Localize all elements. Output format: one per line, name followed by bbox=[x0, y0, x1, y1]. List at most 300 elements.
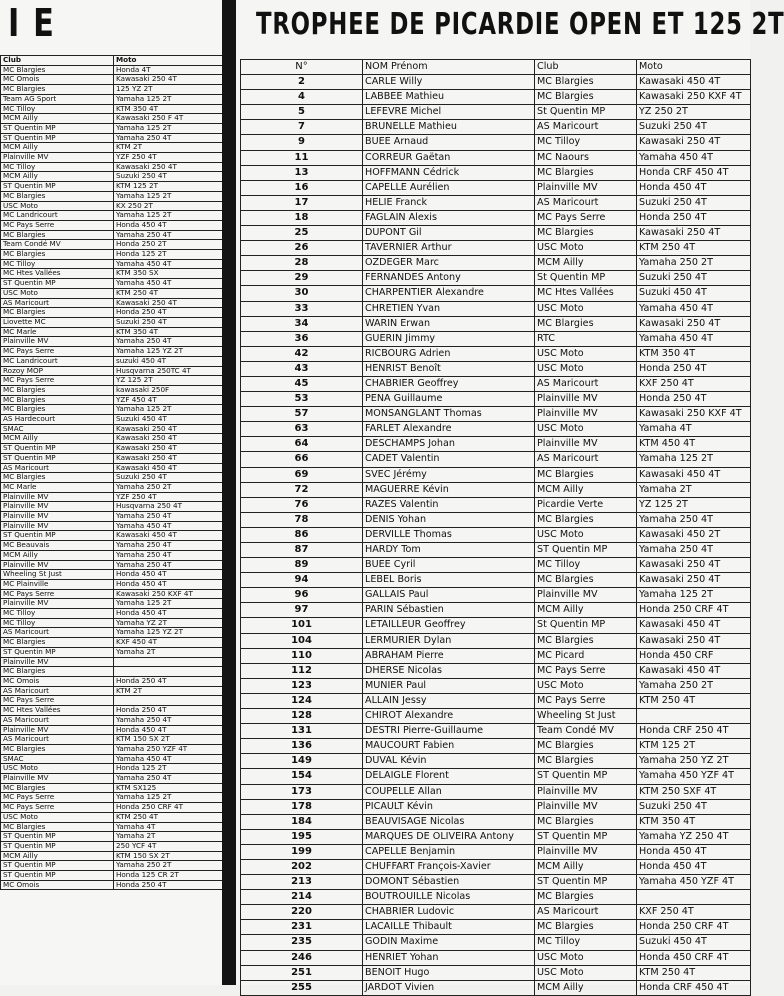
table-row bbox=[241, 663, 751, 678]
left-cell-club: MC Tilloy bbox=[1, 104, 114, 114]
cell-moto bbox=[637, 890, 751, 905]
cell-moto: Kawasaki 250 4T bbox=[637, 558, 751, 573]
cell-name: MAGUERRE Kévin bbox=[363, 482, 535, 497]
table-row bbox=[241, 150, 751, 165]
cell-name: DUPONT Gil bbox=[363, 226, 535, 241]
left-cell-club: MCM Ailly bbox=[1, 851, 114, 861]
left-cell-moto: Husqvarna 250TC 4T bbox=[114, 366, 223, 376]
left-cell-moto: Yamaha 125 YZ 2T bbox=[114, 628, 223, 638]
header-club: Club bbox=[535, 60, 637, 75]
cell-moto: Yamaha 250 YZ 2T bbox=[637, 754, 751, 769]
cell-club: MC Blargies bbox=[535, 226, 637, 241]
cell-club: MC Blargies bbox=[535, 316, 637, 331]
cell-number: 94 bbox=[241, 573, 363, 588]
cell-club: MC Blargies bbox=[535, 920, 637, 935]
table-row bbox=[241, 392, 751, 407]
left-cell-club: MC Blargies bbox=[1, 308, 114, 318]
cell-number: 17 bbox=[241, 195, 363, 210]
cell-number: 26 bbox=[241, 241, 363, 256]
cell-name: FAGLAIN Alexis bbox=[363, 210, 535, 225]
table-row bbox=[241, 256, 751, 271]
left-cell-moto: KTM 2T bbox=[114, 143, 223, 153]
table-row bbox=[241, 271, 751, 286]
table-row bbox=[241, 588, 751, 603]
left-table-row bbox=[1, 832, 223, 842]
cell-club: MC Pays Serre bbox=[535, 210, 637, 225]
left-table-row bbox=[1, 182, 223, 192]
cell-name: TAVERNIER Arthur bbox=[363, 241, 535, 256]
left-cell-moto: Yamaha 250 4T bbox=[114, 550, 223, 560]
cell-name: DUVAL Kévin bbox=[363, 754, 535, 769]
left-cell-moto: Suzuki 450 4T bbox=[114, 415, 223, 425]
cell-number: 76 bbox=[241, 497, 363, 512]
table-row bbox=[241, 890, 751, 905]
left-cell-moto: KTM 125 2T bbox=[114, 182, 223, 192]
left-cell-club: ST Quentin MP bbox=[1, 531, 114, 541]
left-cell-club: MC Pays Serre bbox=[1, 220, 114, 230]
table-row bbox=[241, 316, 751, 331]
cell-number: 104 bbox=[241, 633, 363, 648]
left-cell-club: MC Pays Serre bbox=[1, 793, 114, 803]
table-row bbox=[241, 105, 751, 120]
cell-moto: KTM 250 4T bbox=[637, 965, 751, 980]
cell-number: 112 bbox=[241, 663, 363, 678]
cell-club: MCM Ailly bbox=[535, 256, 637, 271]
cell-name: MARQUES DE OLIVEIRA Antony bbox=[363, 829, 535, 844]
cell-name: WARIN Erwan bbox=[363, 316, 535, 331]
cell-number: 9 bbox=[241, 135, 363, 150]
cell-number: 178 bbox=[241, 799, 363, 814]
left-cell-club: MC Blargies bbox=[1, 230, 114, 240]
cell-number: 128 bbox=[241, 709, 363, 724]
left-cell-moto: Yamaha 450 4T bbox=[114, 521, 223, 531]
left-cell-moto: Yamaha 250 4T bbox=[114, 715, 223, 725]
left-cell-club: MC Blargies bbox=[1, 250, 114, 260]
cell-club: MCM Ailly bbox=[535, 859, 637, 874]
cell-club: MC Blargies bbox=[535, 890, 637, 905]
left-cell-club: Plainville MV bbox=[1, 512, 114, 522]
left-table-row bbox=[1, 94, 223, 104]
left-cell-moto: Husqvarna 250 4T bbox=[114, 502, 223, 512]
left-cell-moto: Yamaha 250 YZF 4T bbox=[114, 744, 223, 754]
cell-name: LEBEL Boris bbox=[363, 573, 535, 588]
cell-name: DELAIGLE Florent bbox=[363, 769, 535, 784]
left-cell-moto: Honda 450 4T bbox=[114, 609, 223, 619]
header-name: NOM Prénom bbox=[363, 60, 535, 75]
cell-number: 184 bbox=[241, 814, 363, 829]
page-gutter bbox=[222, 0, 236, 985]
cell-moto: KTM 125 2T bbox=[637, 739, 751, 754]
cell-number: 11 bbox=[241, 150, 363, 165]
cell-moto: KTM 250 SXF 4T bbox=[637, 784, 751, 799]
left-cell-moto: Yamaha 125 2T bbox=[114, 123, 223, 133]
cell-moto: Honda 250 4T bbox=[637, 361, 751, 376]
left-cell-moto: Yamaha 450 4T bbox=[114, 259, 223, 269]
left-table-row bbox=[1, 706, 223, 716]
header-moto: Moto bbox=[637, 60, 751, 75]
left-table-row bbox=[1, 415, 223, 425]
cell-club: AS Maricourt bbox=[535, 905, 637, 920]
left-cell-moto: Yamaha 450 4T bbox=[114, 754, 223, 764]
left-cell-moto: Honda 450 4T bbox=[114, 220, 223, 230]
cell-club: Plainville MV bbox=[535, 392, 637, 407]
cell-moto: KTM 250 4T bbox=[637, 693, 751, 708]
cell-name: BUEE Arnaud bbox=[363, 135, 535, 150]
left-cell-moto: 250 YCF 4T bbox=[114, 841, 223, 851]
left-cell-moto: Yamaha 450 4T bbox=[114, 279, 223, 289]
left-cell-moto: Honda 450 4T bbox=[114, 570, 223, 580]
cell-name: GUERIN Jimmy bbox=[363, 331, 535, 346]
cell-club: ST Quentin MP bbox=[535, 543, 637, 558]
cell-moto: KTM 250 4T bbox=[637, 241, 751, 256]
left-entry-table bbox=[0, 55, 223, 890]
left-cell-club: Plainville MV bbox=[1, 560, 114, 570]
left-cell-club: Plainville MV bbox=[1, 502, 114, 512]
left-cell-moto: YZF 250 4T bbox=[114, 153, 223, 163]
table-row bbox=[241, 512, 751, 527]
table-row bbox=[241, 376, 751, 391]
table-row bbox=[241, 90, 751, 105]
left-cell-moto: Kawasaki 250 4T bbox=[114, 453, 223, 463]
cell-moto: Yamaha 250 4T bbox=[637, 512, 751, 527]
left-cell-moto: YZ 125 2T bbox=[114, 376, 223, 386]
cell-moto: KXF 250 4T bbox=[637, 905, 751, 920]
cell-club: AS Maricourt bbox=[535, 452, 637, 467]
cell-number: 63 bbox=[241, 422, 363, 437]
left-cell-moto: Honda 250 4T bbox=[114, 706, 223, 716]
table-row bbox=[241, 331, 751, 346]
cell-number: 251 bbox=[241, 965, 363, 980]
cell-club: Team Condé MV bbox=[535, 724, 637, 739]
cell-number: 7 bbox=[241, 120, 363, 135]
left-cell-moto: Honda 4T bbox=[114, 65, 223, 75]
left-cell-moto: KTM 350 SX bbox=[114, 269, 223, 279]
cell-moto: Yamaha 450 YZF 4T bbox=[637, 769, 751, 784]
cell-name: BOUTROUILLE Nicolas bbox=[363, 890, 535, 905]
cell-number: 2 bbox=[241, 75, 363, 90]
left-cell-moto: kawasaki 250F bbox=[114, 385, 223, 395]
table-row bbox=[241, 210, 751, 225]
cell-club: AS Maricourt bbox=[535, 376, 637, 391]
cell-number: 123 bbox=[241, 678, 363, 693]
left-cell-club: Rozoy MOP bbox=[1, 366, 114, 376]
cell-number: 199 bbox=[241, 844, 363, 859]
cell-number: 25 bbox=[241, 226, 363, 241]
left-cell-club: SMAC bbox=[1, 424, 114, 434]
cell-number: 66 bbox=[241, 452, 363, 467]
table-row bbox=[241, 633, 751, 648]
table-row bbox=[241, 346, 751, 361]
cell-name: CHABRIER Geoffrey bbox=[363, 376, 535, 391]
left-cell-club: Plainville MV bbox=[1, 521, 114, 531]
cell-name: PARIN Sébastien bbox=[363, 603, 535, 618]
left-table-row bbox=[1, 841, 223, 851]
table-row bbox=[241, 482, 751, 497]
left-table-row bbox=[1, 774, 223, 784]
left-cell-club: ST Quentin MP bbox=[1, 647, 114, 657]
cell-moto bbox=[637, 709, 751, 724]
cell-number: 231 bbox=[241, 920, 363, 935]
cell-moto: Kawasaki 450 4T bbox=[637, 618, 751, 633]
left-table-row bbox=[1, 376, 223, 386]
cell-club: ST Quentin MP bbox=[535, 829, 637, 844]
left-cell-moto: KTM SX125 bbox=[114, 783, 223, 793]
left-cell-moto: KTM 250 4T bbox=[114, 812, 223, 822]
left-cell-club: MCM Ailly bbox=[1, 172, 114, 182]
cell-club: USC Moto bbox=[535, 361, 637, 376]
left-table-row bbox=[1, 250, 223, 260]
left-cell-club: AS Maricourt bbox=[1, 686, 114, 696]
cell-number: 131 bbox=[241, 724, 363, 739]
table-row bbox=[241, 769, 751, 784]
left-cell-moto: Yamaha 4T bbox=[114, 822, 223, 832]
left-cell-club: MC Pays Serre bbox=[1, 803, 114, 813]
cell-name: DOMONT Sébastien bbox=[363, 875, 535, 890]
left-cell-club: MC Plainville bbox=[1, 579, 114, 589]
cell-name: BRUNELLE Mathieu bbox=[363, 120, 535, 135]
left-table-row bbox=[1, 279, 223, 289]
left-cell-moto: Kawasaki 250 F 4T bbox=[114, 114, 223, 124]
cell-number: 149 bbox=[241, 754, 363, 769]
cell-moto: Suzuki 250 4T bbox=[637, 195, 751, 210]
cell-moto: KTM 350 4T bbox=[637, 814, 751, 829]
left-cell-club: MC Htes Vallées bbox=[1, 706, 114, 716]
cell-name: ALLAIN Jessy bbox=[363, 693, 535, 708]
cell-club: MCM Ailly bbox=[535, 603, 637, 618]
cell-moto: Honda 450 CRF 4T bbox=[637, 950, 751, 965]
left-cell-moto: Kawasaki 250 4T bbox=[114, 298, 223, 308]
left-cell-club: AS Maricourt bbox=[1, 298, 114, 308]
cell-name: PENA Guillaume bbox=[363, 392, 535, 407]
cell-club: RTC bbox=[535, 331, 637, 346]
left-header-club: Club bbox=[1, 56, 114, 66]
table-row bbox=[241, 784, 751, 799]
cell-moto: Yamaha 450 4T bbox=[637, 301, 751, 316]
left-cell-club: Plainville MV bbox=[1, 599, 114, 609]
cell-moto: Honda 450 4T bbox=[637, 180, 751, 195]
left-cell-club: Wheeling St Just bbox=[1, 570, 114, 580]
cell-name: GALLAIS Paul bbox=[363, 588, 535, 603]
left-cell-moto: Suzuki 250 4T bbox=[114, 317, 223, 327]
cell-name: LERMURIER Dylan bbox=[363, 633, 535, 648]
table-row bbox=[241, 859, 751, 874]
cell-name: CAPELLE Benjamin bbox=[363, 844, 535, 859]
left-cell-moto: Yamaha 125 2T bbox=[114, 599, 223, 609]
left-cell-club: MC Pays Serre bbox=[1, 696, 114, 706]
cell-name: CAPELLE Aurélien bbox=[363, 180, 535, 195]
table-row bbox=[241, 573, 751, 588]
cell-moto: Yamaha 125 2T bbox=[637, 588, 751, 603]
cell-name: BUEE Cyril bbox=[363, 558, 535, 573]
cell-number: 124 bbox=[241, 693, 363, 708]
cell-number: 96 bbox=[241, 588, 363, 603]
left-cell-moto: Kawasaki 250 4T bbox=[114, 162, 223, 172]
left-table-row bbox=[1, 211, 223, 221]
table-row bbox=[241, 422, 751, 437]
table-row bbox=[241, 558, 751, 573]
table-row bbox=[241, 497, 751, 512]
left-cell-club: MC Beauvais bbox=[1, 541, 114, 551]
cell-club: Plainville MV bbox=[535, 588, 637, 603]
cell-club: MC Tilloy bbox=[535, 558, 637, 573]
left-cell-club: MC Marle bbox=[1, 327, 114, 337]
header-number: N° bbox=[241, 60, 363, 75]
left-cell-club: MC Htes Vallées bbox=[1, 269, 114, 279]
cell-name: DENIS Yohan bbox=[363, 512, 535, 527]
cell-name: HELIE Franck bbox=[363, 195, 535, 210]
cell-moto: Yamaha 450 4T bbox=[637, 150, 751, 165]
left-cell-club: MC Omois bbox=[1, 75, 114, 85]
left-cell-club: ST Quentin MP bbox=[1, 453, 114, 463]
cell-club: USC Moto bbox=[535, 678, 637, 693]
cell-club: USC Moto bbox=[535, 241, 637, 256]
cell-number: 78 bbox=[241, 512, 363, 527]
table-row bbox=[241, 241, 751, 256]
left-cell-club: ST Quentin MP bbox=[1, 133, 114, 143]
cell-club: USC Moto bbox=[535, 301, 637, 316]
cell-club: MC Blargies bbox=[535, 754, 637, 769]
table-row bbox=[241, 437, 751, 452]
left-table-row bbox=[1, 317, 223, 327]
left-cell-moto: Honda 125 CR 2T bbox=[114, 871, 223, 881]
left-cell-club: AS Maricourt bbox=[1, 463, 114, 473]
cell-club: MC Blargies bbox=[535, 90, 637, 105]
left-cell-moto: Yamaha 250 4T bbox=[114, 337, 223, 347]
left-cell-club: MC Landricourt bbox=[1, 211, 114, 221]
right-page-title: TROPHEE DE PICARDIE OPEN ET 125 2T bbox=[256, 7, 784, 42]
cell-moto: Kawasaki 250 4T bbox=[637, 316, 751, 331]
left-cell-moto: Honda 125 2T bbox=[114, 250, 223, 260]
cell-number: 110 bbox=[241, 648, 363, 663]
left-table-row bbox=[1, 123, 223, 133]
cell-name: CHABRIER Ludovic bbox=[363, 905, 535, 920]
left-table-row bbox=[1, 153, 223, 163]
cell-name: LABBEE Mathieu bbox=[363, 90, 535, 105]
cell-name: CADET Valentin bbox=[363, 452, 535, 467]
cell-number: 4 bbox=[241, 90, 363, 105]
left-cell-moto: Yamaha 250 4T bbox=[114, 512, 223, 522]
cell-name: CHIROT Alexandre bbox=[363, 709, 535, 724]
left-cell-club: MC Pays Serre bbox=[1, 376, 114, 386]
cell-club: AS Maricourt bbox=[535, 195, 637, 210]
cell-club: MC Picard bbox=[535, 648, 637, 663]
cell-club: Plainville MV bbox=[535, 180, 637, 195]
left-cell-moto: Honda 250 2T bbox=[114, 240, 223, 250]
cell-name: LACAILLE Thibault bbox=[363, 920, 535, 935]
cell-name: DESCHAMPS Johan bbox=[363, 437, 535, 452]
left-table-row bbox=[1, 288, 223, 298]
cell-number: 53 bbox=[241, 392, 363, 407]
left-cell-moto: Yamaha 250 2T bbox=[114, 482, 223, 492]
cell-number: 45 bbox=[241, 376, 363, 391]
left-table-row bbox=[1, 803, 223, 813]
cell-name: BENOIT Hugo bbox=[363, 965, 535, 980]
left-cell-club: MC Blargies bbox=[1, 191, 114, 201]
cell-moto: Yamaha 125 2T bbox=[637, 452, 751, 467]
left-cell-club: Team AG Sport bbox=[1, 94, 114, 104]
cell-name: GODIN Maxime bbox=[363, 935, 535, 950]
left-cell-moto: KTM 150 SX 2T bbox=[114, 735, 223, 745]
cell-name: MUNIER Paul bbox=[363, 678, 535, 693]
left-cell-moto: Honda 250 CRF 4T bbox=[114, 803, 223, 813]
table-row bbox=[241, 875, 751, 890]
cell-name: CHUFFART François-Xavier bbox=[363, 859, 535, 874]
cell-club: MC Tilloy bbox=[535, 935, 637, 950]
cell-number: 13 bbox=[241, 165, 363, 180]
table-row bbox=[241, 527, 751, 542]
cell-name: RICBOURG Adrien bbox=[363, 346, 535, 361]
left-cell-club: USC Moto bbox=[1, 812, 114, 822]
table-row bbox=[241, 407, 751, 422]
left-page-title: I E bbox=[8, 1, 56, 45]
left-cell-club: MC Tilloy bbox=[1, 162, 114, 172]
left-cell-club: MC Blargies bbox=[1, 473, 114, 483]
left-table-row bbox=[1, 715, 223, 725]
cell-club: MC Tilloy bbox=[535, 135, 637, 150]
left-table-row bbox=[1, 570, 223, 580]
left-table-row bbox=[1, 482, 223, 492]
cell-name: CHARPENTIER Alexandre bbox=[363, 286, 535, 301]
left-cell-club: MC Blargies bbox=[1, 822, 114, 832]
left-cell-moto: 125 YZ 2T bbox=[114, 85, 223, 95]
cell-number: 195 bbox=[241, 829, 363, 844]
cell-club: USC Moto bbox=[535, 527, 637, 542]
left-table-row bbox=[1, 191, 223, 201]
cell-club: MC Naours bbox=[535, 150, 637, 165]
cell-club: MCM Ailly bbox=[535, 482, 637, 497]
table-header-row bbox=[241, 60, 751, 75]
table-row bbox=[241, 799, 751, 814]
left-cell-moto bbox=[114, 657, 223, 667]
cell-number: 57 bbox=[241, 407, 363, 422]
cell-number: 246 bbox=[241, 950, 363, 965]
left-cell-moto: Kawasaki 250 4T bbox=[114, 444, 223, 454]
table-row bbox=[241, 693, 751, 708]
cell-club: MC Blargies bbox=[535, 739, 637, 754]
left-cell-moto: Yamaha 250 4T bbox=[114, 541, 223, 551]
table-row bbox=[241, 120, 751, 135]
cell-moto: Yamaha 4T bbox=[637, 422, 751, 437]
table-row bbox=[241, 301, 751, 316]
cell-club: ST Quentin MP bbox=[535, 875, 637, 890]
cell-moto: YZ 125 2T bbox=[637, 497, 751, 512]
cell-club: Plainville MV bbox=[535, 784, 637, 799]
left-cell-club: ST Quentin MP bbox=[1, 871, 114, 881]
cell-moto: Kawasaki 250 4T bbox=[637, 633, 751, 648]
left-table-row bbox=[1, 356, 223, 366]
left-cell-moto: Kawasaki 250 4T bbox=[114, 424, 223, 434]
table-row bbox=[241, 543, 751, 558]
left-cell-moto: Kawasaki 250 KXF 4T bbox=[114, 589, 223, 599]
left-cell-club: MC Omois bbox=[1, 677, 114, 687]
cell-moto: Suzuki 250 4T bbox=[637, 799, 751, 814]
left-table-row bbox=[1, 677, 223, 687]
cell-name: CHRETIEN Yvan bbox=[363, 301, 535, 316]
table-row bbox=[241, 678, 751, 693]
left-cell-club: MCM Ailly bbox=[1, 114, 114, 124]
left-cell-moto: KTM 350 4T bbox=[114, 327, 223, 337]
table-row bbox=[241, 180, 751, 195]
cell-moto: KTM 350 4T bbox=[637, 346, 751, 361]
left-cell-club: ST Quentin MP bbox=[1, 861, 114, 871]
cell-moto: Yamaha 250 2T bbox=[637, 256, 751, 271]
cell-moto: Honda CRF 450 4T bbox=[637, 165, 751, 180]
left-cell-club: MC Blargies bbox=[1, 667, 114, 677]
cell-club: MC Blargies bbox=[535, 165, 637, 180]
cell-moto: Honda 250 4T bbox=[637, 210, 751, 225]
cell-number: 5 bbox=[241, 105, 363, 120]
cell-number: 33 bbox=[241, 301, 363, 316]
